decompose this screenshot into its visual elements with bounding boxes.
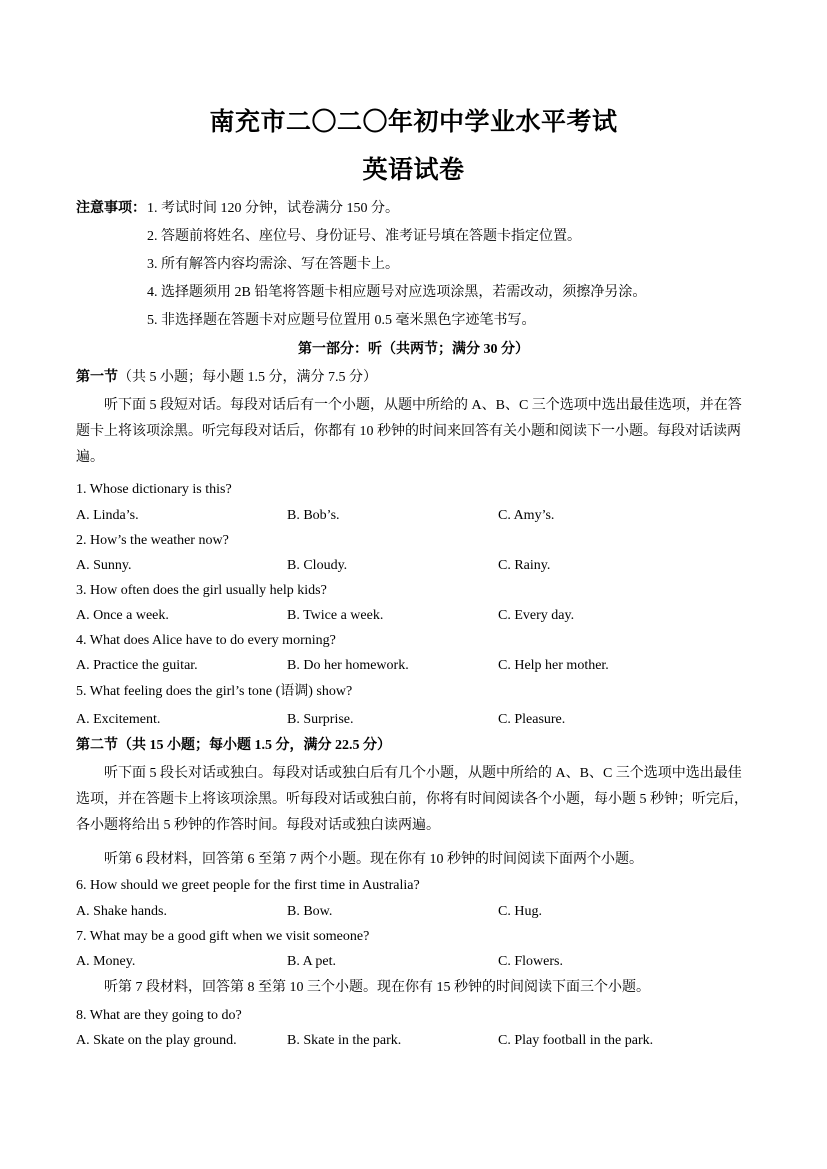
question: 6. How should we greet people for the first time in Australia? [76, 878, 420, 893]
option-c: C. Amy’s. [498, 508, 555, 523]
question: 7. What may be a good gift when we visit someone? [76, 929, 370, 944]
question: 5. What feeling does the girl’s tone (语调) show? [76, 684, 353, 699]
exam-subtitle: 英语试卷 [362, 155, 465, 184]
option-b: B. A pet. [287, 954, 337, 969]
section2-heading: 第二节（共 15 小题；每小题 1.5 分，满分 22.5 分） [76, 738, 391, 753]
option-b: B. Bow. [287, 904, 333, 919]
option-b: B. Skate in the park. [287, 1033, 402, 1048]
option-b: B. Do her homework. [287, 658, 409, 673]
part1-heading: 第一部分：听（共两节；满分 30 分） [298, 342, 529, 357]
question: 4. What does Alice have to do every morning? [76, 633, 336, 648]
option-c: C. Help her mother. [498, 658, 609, 673]
option-a: A. Skate on the play ground. [76, 1033, 237, 1048]
option-c: C. Flowers. [498, 954, 563, 969]
option-b: B. Surprise. [287, 712, 354, 727]
section1-heading-rest: （共 5 小题；每小题 1.5 分，满分 7.5 分） [118, 370, 377, 385]
option-c: C. Every day. [498, 608, 575, 623]
notice-label: 注意事项： [76, 201, 146, 216]
notice-item: 4. 选择题须用 2B 铅笔将答题卡相应题号对应选项涂黑，若需改动，须擦净另涂。 [147, 285, 647, 300]
notice-item: 5. 非选择题在答题卡对应题号位置用 0.5 毫米黑色字迹笔书写。 [147, 313, 536, 328]
option-c: C. Rainy. [498, 558, 551, 573]
option-a: A. Excitement. [76, 712, 161, 727]
question: 3. How often does the girl usually help kids? [76, 583, 327, 598]
section2-instructions: 听下面 5 段长对话或独白。每段对话或独白后有几个小题，从题中所给的 A、B、C 三个选项中选出最佳选项，并在答题卡上将该项涂黑。听每段对话或独白前，你将有时间阅读各个小题，每小题 5 秒钟；听完后，各小题将给出 5 秒钟的作答时间。每段对话或独白读两遍。 [76, 766, 748, 833]
section1-heading [76, 369, 377, 387]
question: 8. What are they going to do? [76, 1008, 242, 1023]
option-a: A. Once a week. [76, 608, 169, 623]
option-c: C. Pleasure. [498, 712, 566, 727]
material-7-instructions: 听第 7 段材料，回答第 8 至第 10 三个小题。现在你有 15 秒钟的时间阅读下面三个小题。 [104, 980, 650, 995]
exam-title: 南充市二〇二〇年初中学业水平考试 [209, 107, 618, 136]
option-c: C. Play football in the park. [498, 1033, 654, 1048]
option-c: C. Hug. [498, 904, 542, 919]
material-6-instructions: 听第 6 段材料，回答第 6 至第 7 两个小题。现在你有 10 秒钟的时间阅读下面两个小题。 [104, 852, 643, 867]
question: 2. How’s the weather now? [76, 533, 229, 548]
section1-heading-bold: 第一节 [76, 370, 118, 385]
option-a: A. Sunny. [76, 558, 132, 573]
option-a: A. Linda’s. [76, 508, 139, 523]
option-b: B. Cloudy. [287, 558, 348, 573]
option-a: A. Practice the guitar. [76, 658, 198, 673]
section1-instructions: 听下面 5 段短对话。每段对话后有一个小题，从题中所给的 A、B、C 三个选项中选出最佳选项，并在答题卡上将该项涂黑。听完每段对话后，你都有 10 秒钟的时间来回答有关小题和阅读下一小题。每段对话读两遍。 [76, 398, 742, 465]
option-a: A. Shake hands. [76, 904, 167, 919]
notice-item: 3. 所有解答内容均需涂、写在答题卡上。 [147, 257, 399, 272]
option-b: B. Twice a week. [287, 608, 384, 623]
notice-item: 1. 考试时间 120 分钟，试卷满分 150 分。 [147, 201, 399, 216]
question: 1. Whose dictionary is this? [76, 482, 232, 497]
option-b: B. Bob’s. [287, 508, 340, 523]
notice-item: 2. 答题前将姓名、座位号、身份证号、准考证号填在答题卡指定位置。 [147, 229, 581, 244]
option-a: A. Money. [76, 954, 136, 969]
